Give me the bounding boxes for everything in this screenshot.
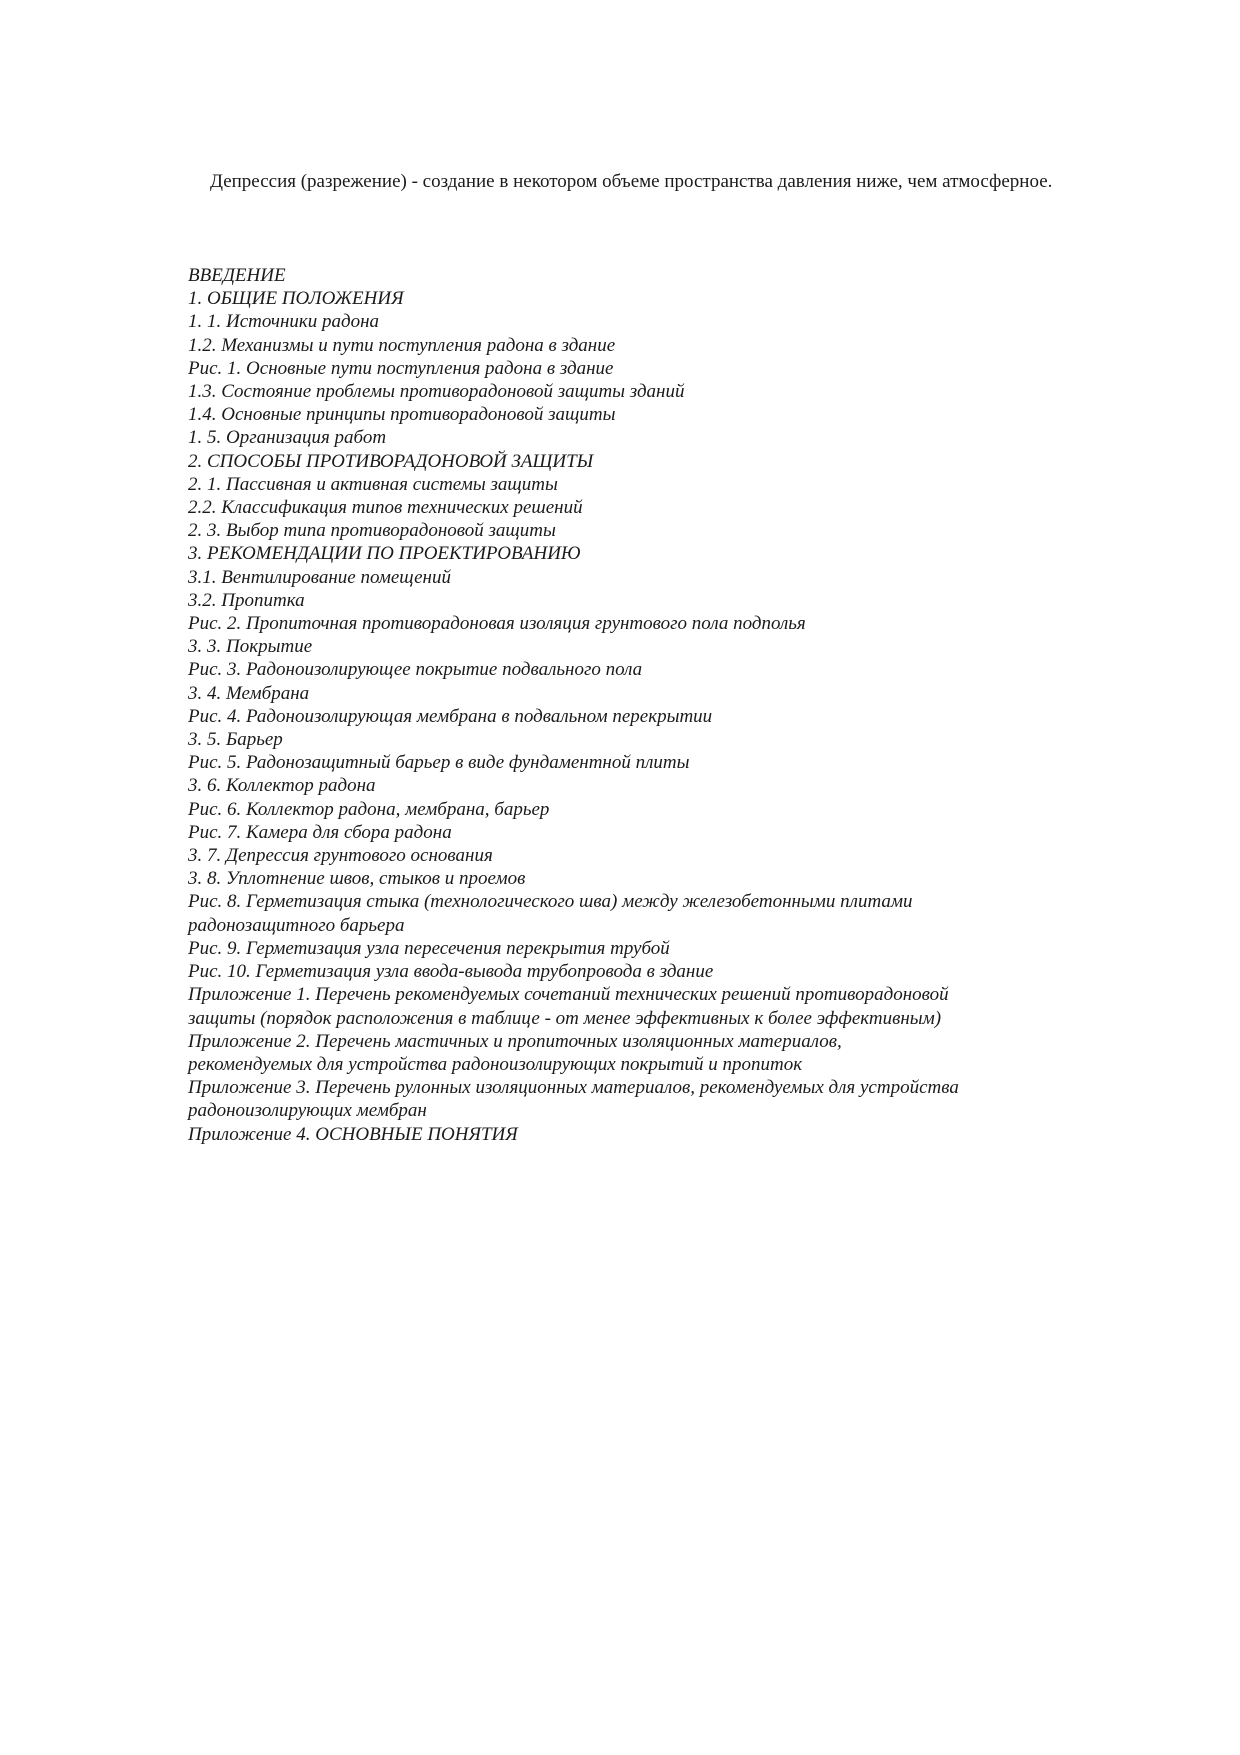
toc-line: Приложение 4. ОСНОВНЫЕ ПОНЯТИЯ: [188, 1123, 518, 1145]
toc-line: Рис. 6. Коллектор радона, мембрана, барьер: [188, 798, 550, 820]
toc-line: 3. 5. Барьер: [188, 729, 283, 751]
toc-line: Приложение 1. Перечень рекомендуемых сочетаний технических решений противорадоновой: [188, 984, 949, 1006]
toc-line: 3. 8. Уплотнение швов, стыков и проемов: [188, 868, 526, 890]
toc-line: 1.2. Механизмы и пути поступления радона в здание: [188, 334, 616, 356]
toc-line: Рис. 1. Основные пути поступления радона в здание: [188, 357, 614, 379]
toc-line: 2.2. Классификация типов технических решений: [188, 497, 583, 519]
toc-line: 1. ОБЩИЕ ПОЛОЖЕНИЯ: [188, 288, 404, 310]
toc-line: Приложение 2. Перечень мастичных и пропиточных изоляционных материалов,: [188, 1030, 842, 1052]
toc-line: 1. 1. Источники радона: [188, 311, 380, 333]
toc-line: рекомендуемых для устройства радоноизолирующих покрытий и пропиток: [188, 1053, 803, 1075]
toc-line: 3.1. Вентилирование помещений: [188, 566, 451, 588]
toc-line: Рис. 10. Герметизация узла ввода-вывода трубопровода в здание: [188, 961, 714, 983]
toc-line: Рис. 5. Радонозащитный барьер в виде фундаментной плиты: [188, 752, 690, 774]
table-of-contents: [188, 264, 1068, 1146]
toc-line: Рис. 9. Герметизация узла пересечения перекрытия трубой: [188, 937, 670, 959]
toc-line: 3. 7. Депрессия грунтового основания: [188, 845, 493, 867]
toc-line: 1. 5. Организация работ: [188, 427, 387, 449]
toc-line: 3. РЕКОМЕНДАЦИИ ПО ПРОЕКТИРОВАНИЮ: [188, 543, 581, 565]
toc-line: защиты (порядок расположения в таблице - от менее эффективных к более эффективным): [188, 1007, 942, 1029]
toc-line: Приложение 3. Перечень рулонных изоляционных материалов, рекомендуемых для устройства: [188, 1077, 959, 1099]
toc-line: Рис. 4. Радоноизолирующая мембрана в подвальном перекрытии: [188, 705, 713, 727]
toc-line: 3. 3. Покрытие: [188, 636, 313, 658]
toc-line: радоноизолирующих мембран: [188, 1100, 427, 1122]
toc-line: 1.3. Состояние проблемы противорадоновой защиты зданий: [188, 381, 685, 403]
toc-line: Рис. 2. Пропиточная противорадоновая изоляция грунтового пола подполья: [188, 613, 806, 635]
definition-paragraph: Депрессия (разрежение) - создание в некотором объеме пространства давления ниже, чем атмосферное.: [210, 171, 1053, 192]
toc-line: 3. 4. Мембрана: [188, 682, 310, 704]
toc-line: 1.4. Основные принципы противорадоновой защиты: [188, 404, 616, 426]
toc-line: Рис. 8. Герметизация стыка (технологического шва) между железобетонными плитами: [188, 891, 913, 913]
toc-line: радонозащитного барьера: [188, 914, 405, 936]
toc-line: 3. 6. Коллектор радона: [188, 775, 376, 797]
toc-line: 2. 3. Выбор типа противорадоновой защиты: [188, 520, 556, 542]
toc-line: Рис. 7. Камера для сбора радона: [188, 821, 452, 843]
toc-line: 3.2. Пропитка: [188, 589, 305, 611]
toc-line: 2. 1. Пассивная и активная системы защиты: [188, 473, 558, 495]
toc-line: 2. СПОСОБЫ ПРОТИВОРАДОНОВОЙ ЗАЩИТЫ: [188, 450, 594, 472]
toc-line: ВВЕДЕНИЕ: [188, 265, 286, 286]
toc-line: Рис. 3. Радоноизолирующее покрытие подвального пола: [188, 659, 643, 681]
